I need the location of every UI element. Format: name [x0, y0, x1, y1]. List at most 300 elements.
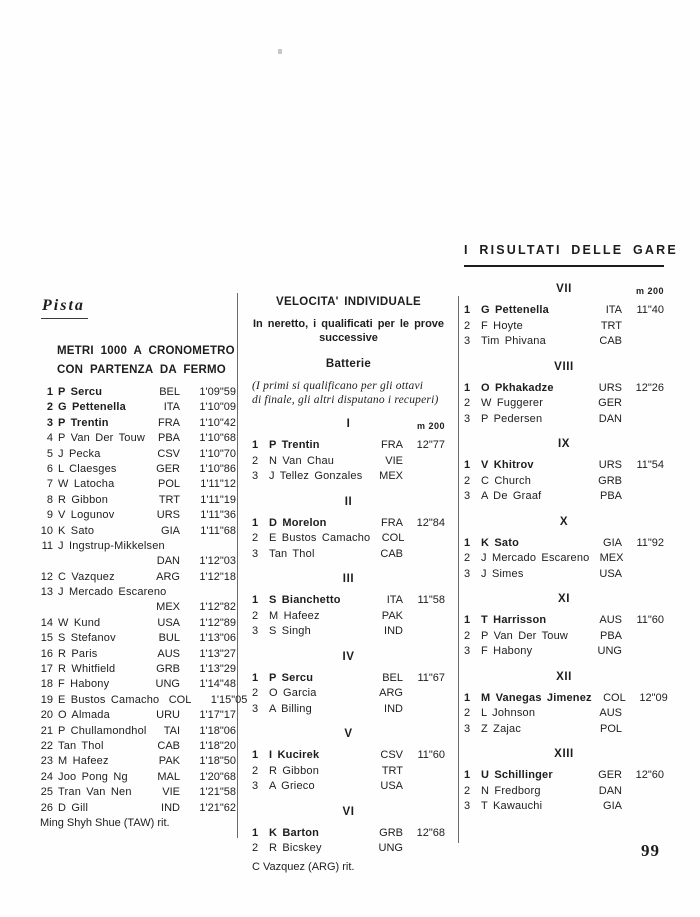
time-value: 12"84	[416, 516, 445, 529]
heat-row	[464, 489, 664, 505]
country-code: URS	[156, 509, 180, 522]
position: 14	[40, 616, 53, 629]
heat-row	[252, 531, 445, 547]
time-value	[403, 469, 445, 485]
rider-name: W Kund	[58, 616, 101, 629]
country-code: ITA	[386, 594, 403, 606]
result-row	[40, 693, 248, 708]
position: 1	[464, 614, 471, 626]
country-code: CSV	[157, 447, 180, 460]
time-value: 1'15"05	[210, 693, 248, 706]
heats-list-right	[464, 283, 668, 815]
heat-numeral: VI	[342, 805, 355, 818]
column-divider-left	[237, 293, 238, 838]
country-code: BEL	[382, 671, 403, 684]
rider-name: L Claesges	[58, 462, 117, 475]
heat-row	[464, 706, 664, 722]
heat-header	[464, 283, 664, 296]
time-value: 1'09"59	[199, 386, 236, 398]
qualification-note	[252, 317, 445, 345]
country-code: AUS	[599, 614, 622, 626]
rider-name: T Kawauchi	[481, 800, 543, 812]
heat-numeral: XIII	[554, 748, 574, 760]
rider-name: E Bustos Camacho	[269, 532, 371, 544]
country-code: IND	[384, 625, 403, 637]
rider-name-spacer	[53, 600, 148, 615]
time-value: 1'21"58	[199, 786, 236, 799]
time-value	[622, 396, 664, 412]
position: 1	[252, 594, 259, 606]
heat-numeral: VIII	[554, 360, 574, 373]
distance-label: m 200	[635, 286, 664, 296]
rider-name: M Hafeez	[58, 755, 109, 768]
position: 19	[40, 693, 53, 706]
country-code: ITA	[163, 401, 180, 414]
result-row	[40, 477, 236, 492]
time-value: 1'20"68	[199, 770, 236, 783]
rider-name: A De Graaf	[481, 490, 542, 502]
heat-numeral: II	[344, 495, 353, 508]
position: 3	[252, 780, 259, 792]
position-spacer	[40, 554, 53, 569]
country-code: MEX	[379, 470, 403, 482]
rider-name: T Harrisson	[481, 614, 547, 626]
country-code: GRB	[379, 826, 403, 839]
time-value: 1'10"70	[199, 447, 236, 460]
rider-name: G Pettenella	[481, 304, 549, 316]
time-value	[622, 334, 664, 350]
time-value: 12"68	[416, 826, 445, 839]
position: 1	[464, 691, 471, 704]
result-row	[40, 739, 236, 754]
result-row-continuation	[40, 600, 236, 615]
time-value	[622, 319, 664, 335]
position: 15	[40, 632, 53, 645]
country-code: PBA	[599, 629, 622, 642]
event-title-line2: CON PARTENZA DA FERMO	[57, 364, 226, 376]
heat-row	[252, 438, 445, 454]
result-row	[40, 570, 236, 585]
country-code: CAB	[599, 335, 622, 347]
heat-numeral: IX	[557, 438, 571, 450]
country-code: BUL	[158, 632, 180, 645]
country-code: IND	[161, 801, 180, 814]
country-code: FRA	[381, 439, 403, 451]
heat-header	[252, 418, 445, 431]
rider-name: R Paris	[58, 647, 98, 660]
rider-name: W Fuggerer	[481, 397, 544, 409]
position: 1	[464, 536, 471, 549]
country-code: FRA	[158, 416, 180, 429]
result-row	[40, 662, 236, 677]
rider-name: M Hafeez	[269, 609, 320, 622]
time-value: 11"92	[636, 536, 664, 549]
position: 17	[40, 663, 53, 676]
rider-name: Tan Thol	[269, 547, 315, 560]
time-value	[622, 474, 664, 490]
country-code: VIE	[162, 786, 180, 799]
rider-name: Tim Phivana	[481, 335, 546, 347]
heat-row	[464, 784, 664, 800]
time-value	[622, 722, 664, 738]
position: 21	[40, 724, 53, 737]
result-row	[40, 462, 236, 477]
heat-block	[252, 806, 445, 876]
result-row	[40, 770, 236, 785]
position: 16	[40, 647, 53, 660]
rider-name: S Singh	[269, 625, 311, 637]
position: 18	[40, 678, 53, 691]
position: 3	[464, 800, 471, 812]
position: 2	[464, 707, 471, 719]
heat-row	[252, 624, 445, 640]
position: 1	[464, 381, 471, 394]
heat-row	[252, 841, 445, 857]
time-value: 1'13"06	[199, 632, 236, 645]
retired-note: C Vazquez (ARG) rit.	[252, 860, 355, 873]
time-value: 1'10"68	[199, 432, 236, 445]
rider-name: P Trentin	[58, 416, 109, 429]
result-row	[40, 647, 236, 662]
heat-block	[464, 361, 664, 428]
position: 2	[464, 474, 471, 487]
time-value: 1'18"50	[199, 755, 236, 768]
heat-row	[252, 702, 445, 718]
rider-name: O Almada	[58, 709, 110, 722]
time-value: 11"60	[636, 614, 664, 626]
position: 3	[464, 567, 471, 580]
position: 12	[40, 570, 53, 583]
heats-rule-note	[252, 379, 445, 407]
time-value: 11"54	[636, 459, 664, 471]
country-code: MEX	[599, 552, 624, 564]
results-list-1000m	[40, 385, 248, 816]
rider-name: P Van Der Touw	[58, 432, 146, 445]
position: 2	[464, 552, 471, 564]
heat-row	[464, 799, 664, 815]
heat-row	[464, 567, 664, 583]
heat-row	[464, 536, 664, 552]
position: 1	[252, 749, 259, 761]
heat-row	[464, 458, 664, 474]
rider-name: L Johnson	[481, 707, 536, 719]
heat-row	[252, 593, 445, 609]
country-code: PBA	[599, 490, 622, 502]
heat-block	[252, 573, 445, 640]
position: 24	[40, 770, 53, 783]
rider-name: I Kucirek	[269, 749, 320, 761]
country-code: POL	[599, 722, 622, 735]
rider-name: J Ingstrup-Mikkelsen	[58, 539, 165, 552]
heat-header	[464, 748, 664, 761]
time-value	[403, 624, 445, 640]
heat-header	[464, 438, 664, 451]
result-row	[40, 524, 236, 539]
position-spacer	[40, 600, 53, 615]
result-row	[40, 493, 236, 508]
rider-name: U Schillinger	[481, 769, 553, 781]
position: 3	[464, 722, 471, 735]
rider-name: M Vanegas Jimenez	[481, 691, 592, 704]
time-value: 11"40	[636, 304, 664, 316]
position: 2	[464, 629, 471, 642]
heat-header	[464, 516, 664, 529]
heats-section-label: Batterie	[325, 358, 372, 370]
heat-row	[464, 381, 664, 397]
rider-name: J Mercado Escareno	[58, 586, 167, 599]
event-title-1000m	[40, 342, 236, 380]
heat-row	[252, 609, 445, 625]
heat-header	[252, 651, 445, 664]
country-code: ARG	[156, 570, 180, 583]
middle-column	[252, 296, 445, 875]
heat-block	[252, 418, 445, 485]
time-value: 1'12"82	[199, 601, 236, 614]
scan-artifact-dot	[278, 49, 282, 54]
rider-name: R Gibbon	[269, 764, 320, 777]
position: 2	[252, 687, 259, 699]
rider-name: F Hoyte	[481, 319, 523, 332]
rider-name: P Chullamondhol	[58, 724, 147, 737]
time-value	[403, 454, 445, 470]
country-code: GIA	[161, 524, 180, 537]
country-code: IND	[384, 702, 403, 715]
heat-row	[464, 613, 664, 629]
country-code: VIE	[385, 454, 403, 467]
rider-name: E Bustos Camacho	[58, 693, 160, 706]
heat-row	[464, 722, 664, 738]
heats-list-middle	[252, 418, 445, 875]
position: 9	[46, 509, 53, 522]
time-value	[622, 489, 664, 505]
rider-name: R Whitfield	[58, 663, 116, 676]
country-code: GIA	[603, 800, 622, 812]
result-row	[40, 677, 236, 692]
result-row	[40, 431, 236, 446]
retired-note: Ming Shyh Shue (TAW) rit.	[40, 816, 170, 829]
heat-block	[464, 283, 664, 350]
rider-name: P Sercu	[58, 386, 103, 398]
rider-name: J Tellez Gonzales	[269, 470, 363, 482]
position: 3	[252, 547, 259, 560]
time-value: 1'11"12	[200, 478, 236, 491]
heat-row	[464, 551, 664, 567]
country-code: MAL	[157, 770, 180, 783]
heat-block	[464, 438, 664, 505]
rider-name: O Pkhakadze	[481, 381, 554, 394]
rider-name: V Logunov	[58, 509, 115, 522]
rider-name: C Church	[481, 474, 532, 487]
time-value: 12"77	[416, 439, 445, 451]
country-code: AUS	[157, 647, 180, 660]
time-value	[403, 547, 445, 563]
position: 20	[40, 709, 53, 722]
result-row	[40, 416, 236, 431]
time-value	[403, 764, 445, 780]
position: 7	[46, 478, 53, 491]
time-value	[622, 706, 664, 722]
rider-name: Tan Thol	[58, 739, 104, 752]
position: 1	[252, 671, 259, 684]
rider-name: S Stefanov	[58, 632, 116, 645]
country-code: PAK	[158, 755, 180, 768]
time-value: 11"67	[417, 671, 445, 684]
time-value	[622, 799, 664, 815]
time-value: 1'10"09	[199, 401, 236, 414]
rider-name: A Grieco	[269, 780, 315, 792]
rider-name: N Van Chau	[269, 454, 335, 467]
heat-header	[464, 361, 664, 374]
rider-name: R Bicskey	[269, 842, 322, 854]
country-code: CAB	[157, 739, 180, 752]
time-value: 11"58	[417, 594, 445, 606]
result-row	[40, 708, 236, 723]
result-row	[40, 400, 236, 415]
position: 1	[252, 516, 259, 529]
heat-header	[252, 728, 445, 741]
result-row	[40, 754, 236, 769]
position: 2	[252, 842, 259, 854]
rider-name: Tran Van Nen	[58, 786, 132, 799]
result-row	[40, 616, 236, 631]
country-code: ARG	[379, 687, 403, 699]
position: 13	[40, 586, 53, 599]
country-code: URU	[156, 709, 180, 722]
result-row	[40, 585, 236, 600]
position: 3	[464, 412, 471, 425]
time-value	[622, 412, 664, 428]
qualification-note-line1: In neretto, i qualificati per le prove	[252, 318, 445, 330]
position: 3	[46, 416, 53, 429]
position: 1	[464, 459, 471, 471]
time-value: 1'10"42	[199, 416, 236, 429]
country-code: URS	[598, 459, 622, 471]
time-value	[403, 702, 445, 718]
rider-name: G Pettenella	[58, 401, 126, 414]
left-column	[40, 297, 248, 831]
heat-numeral: VII	[556, 283, 572, 295]
rider-name: J Simes	[481, 567, 524, 580]
country-code: PBA	[157, 432, 180, 445]
country-code: UNG	[155, 678, 180, 691]
country-code: DAN	[598, 412, 622, 425]
heat-row	[252, 686, 445, 702]
position: 2	[252, 532, 259, 544]
heat-row	[252, 671, 445, 687]
country-code: TRT	[600, 319, 622, 332]
country-code: GER	[156, 462, 180, 475]
result-row	[40, 508, 236, 523]
heat-row	[252, 469, 445, 485]
country-code: DAN	[156, 555, 180, 568]
rider-name: J Mercado Escareno	[481, 552, 590, 564]
position: 23	[40, 755, 53, 768]
time-value: 1'18"06	[199, 724, 236, 737]
rider-name: V Khitrov	[481, 459, 534, 471]
page-header-title: I RISULTATI DELLE GARE	[464, 243, 664, 267]
country-code: CAB	[380, 547, 403, 560]
country-code: PAK	[381, 609, 403, 622]
time-value	[403, 779, 445, 795]
country-code: BEL	[159, 386, 180, 398]
time-value: 1'13"29	[199, 663, 236, 676]
country-code: COL	[603, 691, 626, 704]
result-row	[40, 539, 236, 554]
position: 4	[46, 432, 53, 445]
heat-row	[464, 768, 664, 784]
time-value	[622, 629, 664, 645]
country-code: GER	[598, 769, 622, 781]
position: 6	[46, 462, 53, 475]
time-value: 12"60	[635, 769, 664, 781]
time-value: 1'11"68	[200, 524, 236, 537]
heat-numeral: XII	[556, 670, 572, 683]
rider-name: C Vazquez	[58, 570, 115, 583]
time-value	[622, 567, 664, 583]
heat-numeral: I	[346, 418, 351, 430]
heat-numeral: X	[559, 515, 569, 528]
right-column	[464, 243, 678, 815]
heat-row	[252, 826, 445, 842]
heat-header	[252, 806, 445, 819]
country-code: URS	[598, 381, 622, 394]
country-code: DAN	[598, 784, 622, 797]
time-value	[404, 531, 446, 547]
heat-block	[252, 496, 445, 563]
country-code: USA	[599, 567, 622, 580]
country-code: MEX	[156, 601, 180, 614]
time-value: 1'11"19	[200, 493, 236, 506]
heat-block	[464, 748, 664, 815]
country-code: TRT	[381, 764, 403, 777]
rider-name: K Barton	[269, 826, 320, 839]
time-value: 12"09	[639, 691, 668, 704]
heat-row	[252, 516, 445, 532]
heat-header	[464, 593, 664, 606]
distance-label: m 200	[416, 421, 445, 431]
position: 3	[252, 702, 259, 715]
result-row	[40, 724, 236, 739]
heat-header	[464, 671, 664, 684]
country-code: UNG	[597, 645, 622, 657]
position: 3	[464, 645, 471, 657]
column-divider-right	[458, 296, 459, 843]
position: 10	[40, 524, 53, 537]
heat-row	[252, 748, 445, 764]
position: 25	[40, 786, 53, 799]
rider-name: J Pecka	[58, 447, 101, 460]
rider-name: F Habony	[58, 678, 110, 691]
country-code: COL	[381, 532, 405, 544]
time-value: 11"60	[417, 749, 445, 761]
time-value: 1'14"48	[199, 678, 236, 691]
time-value: 1'12"03	[199, 555, 236, 568]
rider-name: P Trentin	[269, 439, 320, 451]
position: 1	[464, 769, 471, 781]
time-value: 12"26	[635, 381, 664, 394]
country-code: POL	[157, 478, 180, 491]
time-value	[403, 841, 445, 857]
country-code: GER	[598, 397, 622, 409]
heat-row	[252, 764, 445, 780]
time-value: 1'10"86	[199, 462, 236, 475]
position: 3	[464, 335, 471, 347]
country-code: GIA	[603, 536, 622, 549]
position: 2	[464, 784, 471, 797]
heat-header	[252, 573, 445, 586]
position: 3	[464, 490, 471, 502]
event-title-line1: METRI 1000 A CRONOMETRO	[57, 345, 235, 357]
